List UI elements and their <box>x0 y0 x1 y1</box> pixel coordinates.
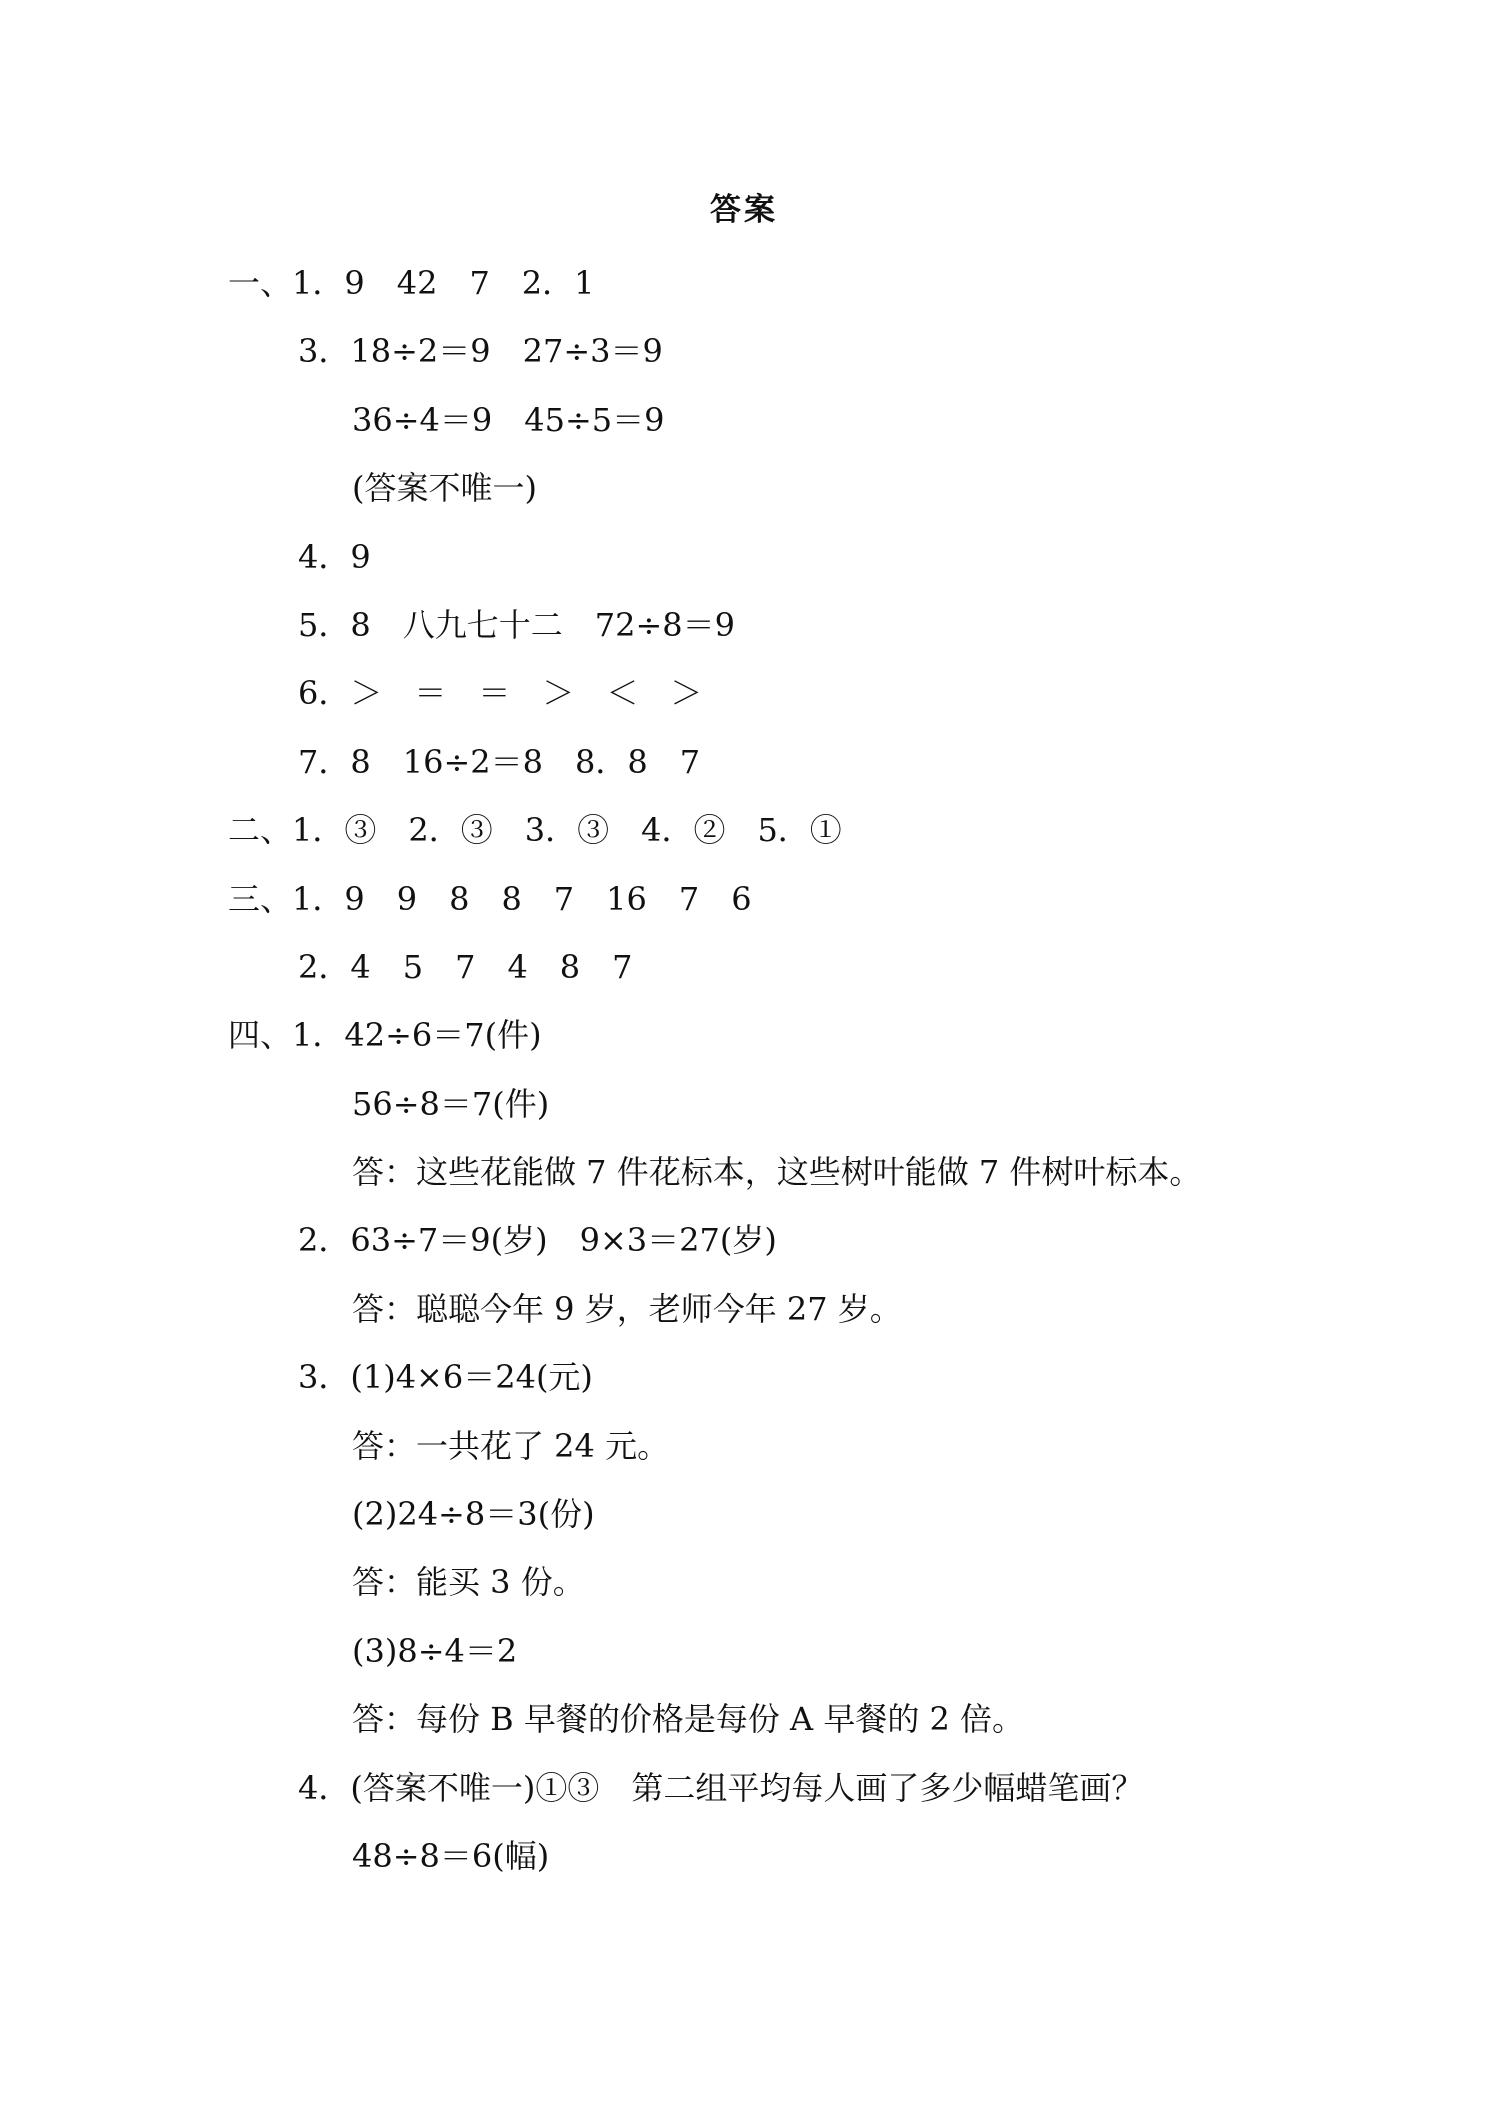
answer-line: (3)8÷4＝2 <box>352 1631 518 1670</box>
answer-list <box>0 263 1488 1904</box>
answer-line: 48÷8＝6(幅) <box>352 1836 550 1875</box>
answer-line: 答：能买 3 份。 <box>352 1563 585 1602</box>
answer-line: 7．8 16÷2＝8 8．8 7 <box>298 742 701 781</box>
answer-line: 3．(1)4×6＝24(元) <box>298 1358 593 1397</box>
answer-line: 答：聪聪今年 9 岁，老师今年 27 岁。 <box>352 1289 902 1328</box>
answer-line: 3．18÷2＝9 27÷3＝9 <box>298 332 663 371</box>
answer-line: 答：每份 B 早餐的价格是每份 A 早餐的 2 倍。 <box>352 1700 1025 1739</box>
answer-line: 二、1．③ 2．③ 3．③ 4．② 5．① <box>228 811 842 850</box>
answer-line: 答：这些花能做 7 件花标本，这些树叶能做 7 件树叶标本。 <box>352 1153 1202 1192</box>
answer-line: 6．＞ ＝ ＝ ＞ ＜ ＞ <box>298 674 703 713</box>
answer-line: 一、1．9 42 7 2．1 <box>228 264 595 302</box>
answer-line: 4．9 <box>298 537 371 576</box>
answer-line: 三、1．9 9 8 8 7 16 7 6 <box>228 879 752 918</box>
answer-line: 56÷8＝7(件) <box>352 1084 550 1123</box>
answer-line: 2．4 5 7 4 8 7 <box>298 947 633 986</box>
answer-line: 2．63÷7＝9(岁) 9×3＝27(岁) <box>298 1221 777 1260</box>
answer-line: (答案不唯一) <box>352 469 537 508</box>
answer-line: 36÷4＝9 45÷5＝9 <box>352 400 665 439</box>
answer-line: (2)24÷8＝3(份) <box>352 1495 595 1534</box>
answer-line: 答：一共花了 24 元。 <box>352 1426 670 1465</box>
answer-line: 四、1．42÷6＝7(件) <box>228 1016 542 1055</box>
answer-line: 4．(答案不唯一)①③ 第二组平均每人画了多少幅蜡笔画？ <box>298 1768 1144 1807</box>
page-title: 答案 <box>710 192 778 228</box>
answer-line: 5．8 八九七十二 72÷8＝9 <box>298 605 735 644</box>
